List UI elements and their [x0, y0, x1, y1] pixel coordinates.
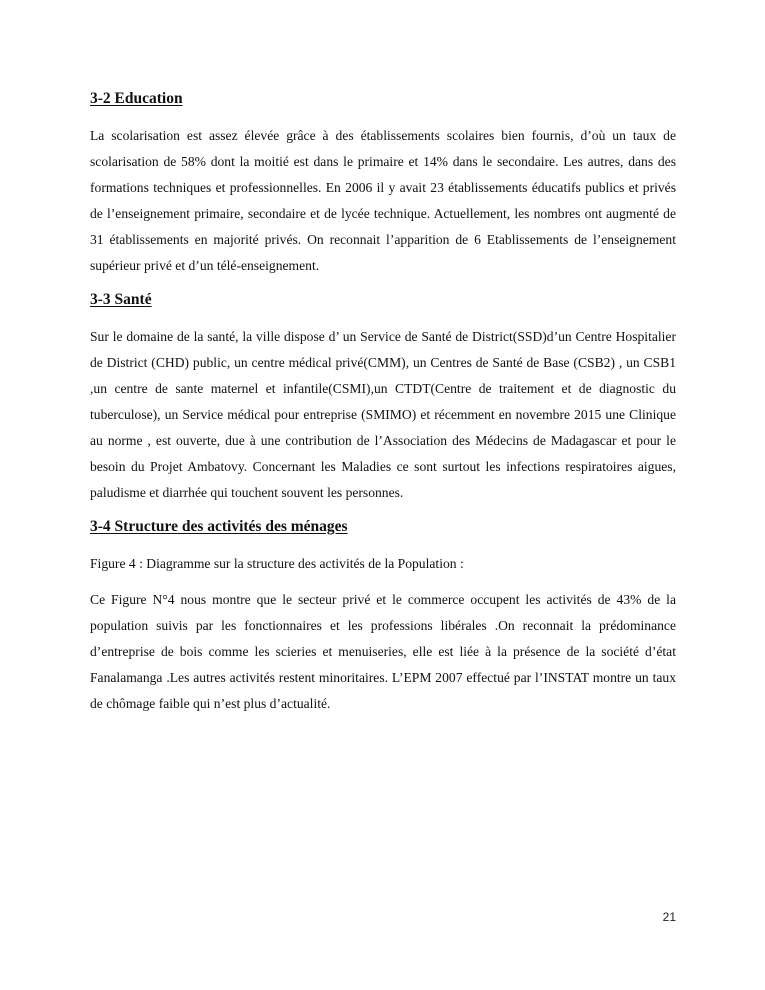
section-education [90, 88, 676, 279]
page-number: 21 [662, 910, 676, 924]
section-sante [90, 289, 676, 506]
paragraph-education: La scolarisation est assez élevée grâce à des établissements scolaires bien fournis, d’où un taux de scolarisation de 58% dont la moitié est dans le primaire et 14% dans le secondaire. Les autres, dans des formations techniques et professionnelles. En 2006 il y avait 23 établissements éducatifs publics et privés de l’enseignement primaire, secondaire et de lycée technique. Actuellement, les nombres ont augmenté de 31 établissements en majorité privés. On reconnait l’apparition de 6 Etablissements de l’enseignement supérieur privé et d’un télé-enseignement. [90, 128, 676, 273]
section-structure-activites [90, 516, 676, 717]
section-heading-sante: 3-3 Santé [90, 291, 152, 308]
paragraph-sante: Sur le domaine de la santé, la ville dispose d’ un Service de Santé de District(SSD)d’un Centre Hospitalier de District (CHD) public, un centre médical privé(CMM), un Centres de Santé de Base (CSB2) , un CSB1 ,un centre de sante maternel et infantile(CSMI),un CTDT(Centre de traitement et de diagnostic du tuberculose), un Service médical pour entreprise (SMIMO) et récemment en novembre 2015 une Clinique au norme , est ouverte, due à une contribution de l’Association des Médecins de Madagascar et pour le besoin du Projet Ambatovy. Concernant les Maladies ce sont surtout les infections respiratoires aigues, paludisme et diarrhée qui touchent souvent les personnes. [90, 329, 676, 500]
section-heading-education: 3-2 Education [90, 90, 183, 107]
paragraph-structure-activites: Ce Figure N°4 nous montre que le secteur privé et le commerce occupent les activités de 43% de la population suivis par les fonctionnaires et les professions libérales .On reconnait la prédominance d’entreprise de bois comme les scieries et menuiseries, elle est liée à la présence de la société d’état Fanalamanga .Les autres activités restent minoritaires. L’EPM 2007 effectué par l’INSTAT montre un taux de chômage faible qui n’est plus d’actualité. [90, 592, 676, 711]
document-page [90, 88, 676, 727]
figure-caption: Figure 4 : Diagramme sur la structure des activités de la Population : [90, 556, 464, 571]
section-heading-structure-activites: 3-4 Structure des activités des ménages [90, 518, 348, 535]
